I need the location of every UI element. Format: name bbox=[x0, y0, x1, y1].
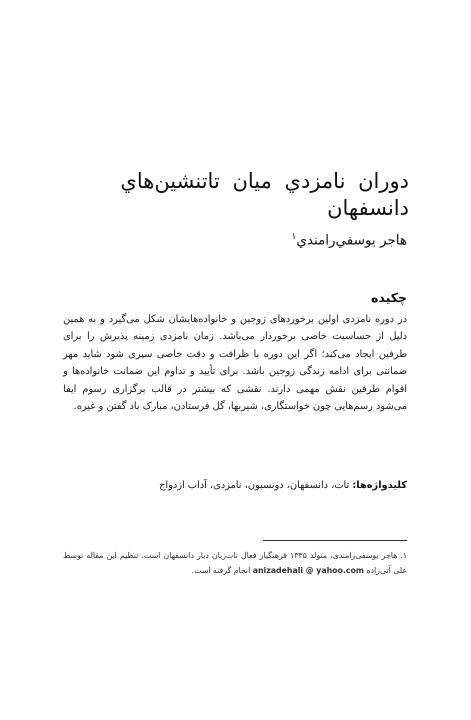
footnote-text bbox=[63, 549, 407, 578]
abstract-heading: چکیده bbox=[371, 290, 407, 305]
article-title: دوران نامزدي ميان تاتنشين‌هاي دانسفهان bbox=[120, 169, 409, 220]
footnote bbox=[63, 549, 407, 578]
author-name: هاجر يوسفي‌رامندي bbox=[296, 232, 407, 249]
footnote-text-end: انجام گرفته است. bbox=[191, 565, 251, 575]
footnote-divider bbox=[263, 540, 407, 541]
author-footnote-marker: ۱ bbox=[291, 232, 297, 242]
author-line bbox=[291, 232, 407, 249]
keywords-text: تات، دانسفهان، دونسبون، نامزدی، آداب ازدواج bbox=[159, 480, 350, 491]
keywords-label: کلیدواژه‌ها: bbox=[352, 480, 407, 491]
footnote-email: anizadehali @ yahoo.com bbox=[252, 565, 364, 575]
footnote-text-start: ۱. هاجر یوسفی‌رامندی، متولد ۱۳۳۵ فرهنگیار فعال تات‌زبان دیار دانسفهان است. تنظیم این مقاله توسط علی آتی‌زاده bbox=[63, 551, 407, 575]
abstract-text: در دوره نامزدی اولین برخوردهای زوجین و خانواده‌هایشان شکل می‌گیرد و به همین دلیل از حساسیت خاصی برخوردار می‌باشد. زمان نامزدی زمینه پذیرش را برای طرفین ایجاد می‌کند؛ اگر این دوره با ظرافت و دقت خاصی سپری شود شاید مهر ضمانتی برای ادامه زندگی زوجین باشد. برای تأیید و تداوم این ضمانت خانواده‌ها و اقوام طرفین نقش مهمی دارند. نقشی که بیشتر در قالب برگزاری رسوم ایفا می‌شود رسم‌هایی چون خواستگاری، شیربها، گل فرستادن، مبارک باد گفتن و غیره. bbox=[63, 314, 407, 413]
keywords-line bbox=[63, 478, 407, 494]
abstract-body bbox=[63, 311, 407, 415]
